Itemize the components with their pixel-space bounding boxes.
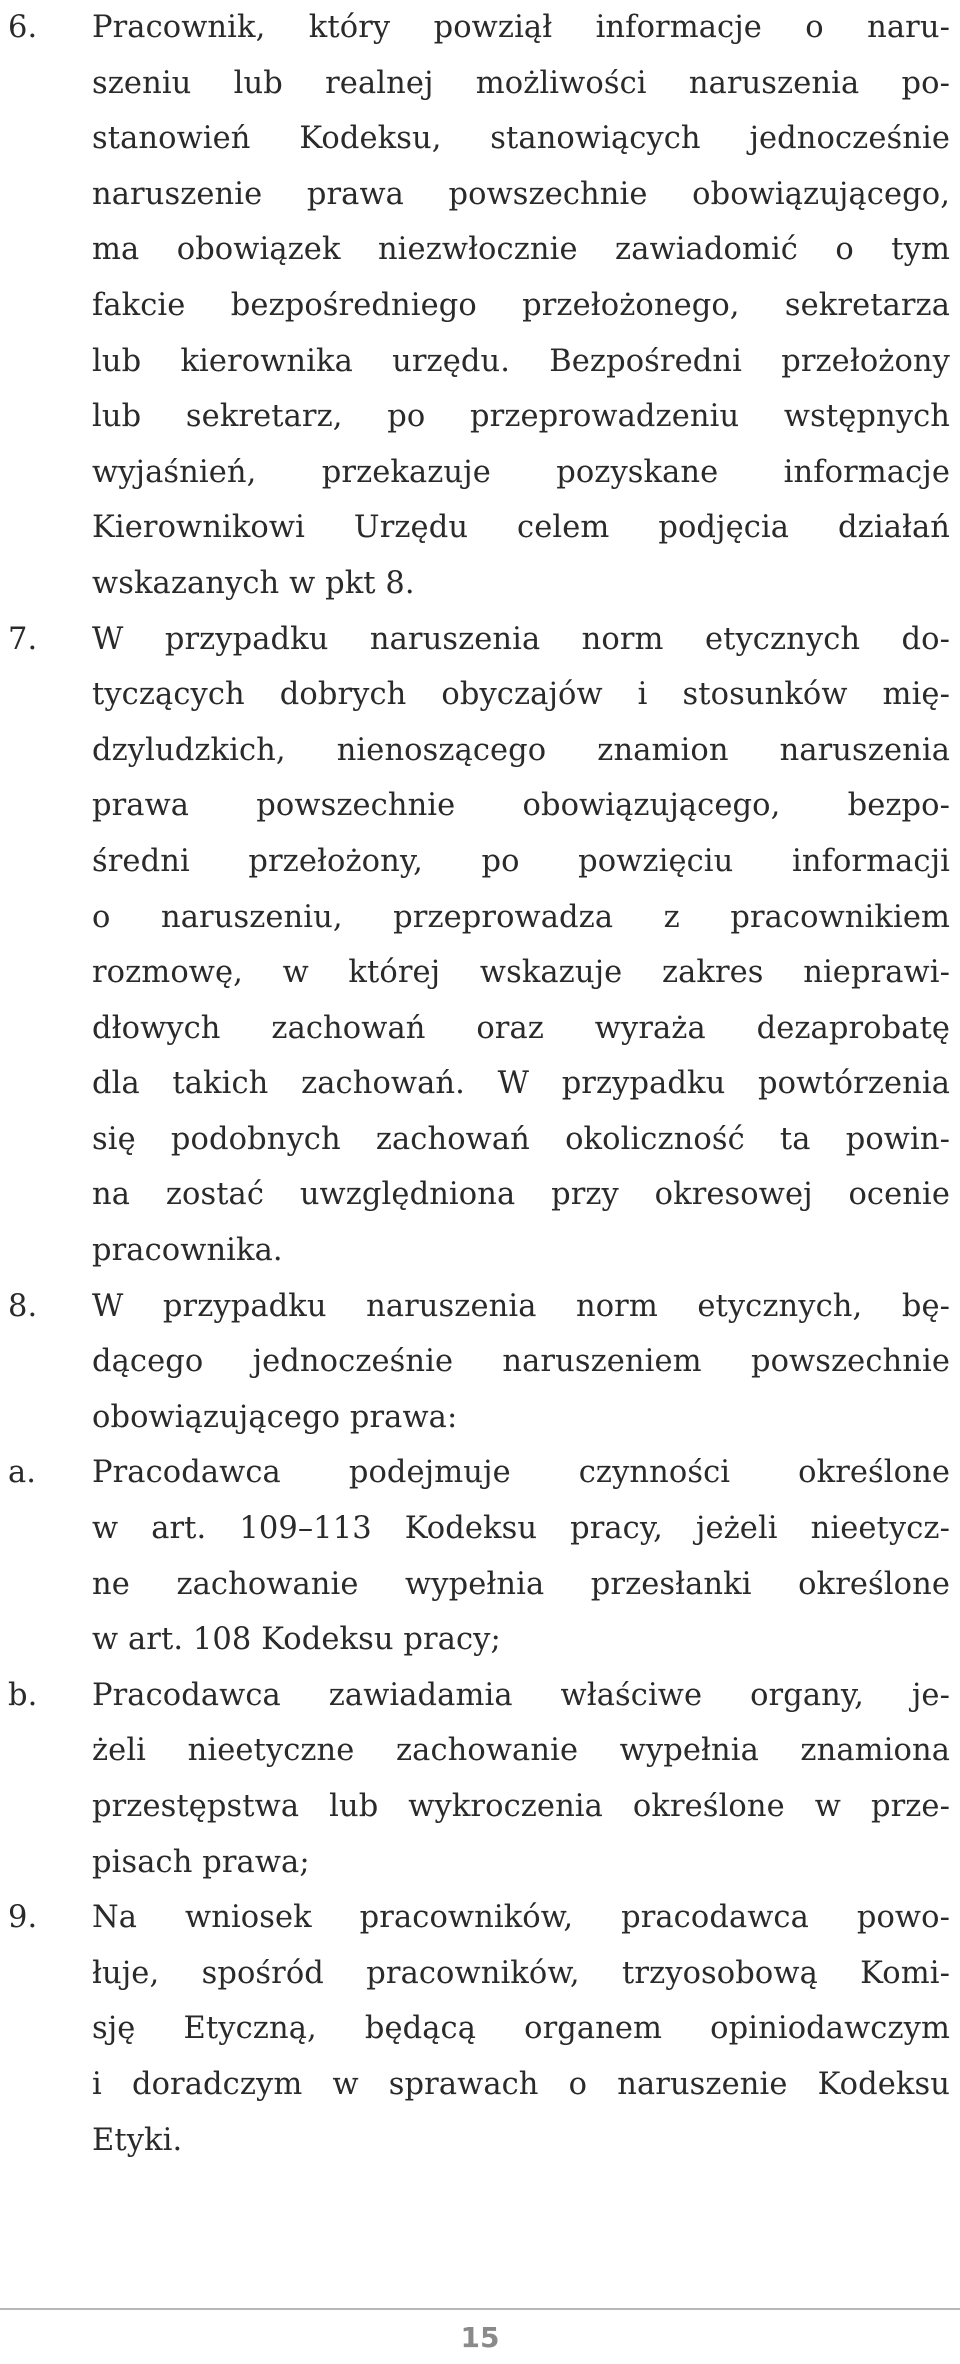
text-line: stanowień Kodeksu, stanowiących jednocześnie	[92, 121, 950, 157]
list-item	[0, 1890, 960, 2168]
text-line: łuje, spośród pracowników, trzyosobową Komi-	[92, 1955, 950, 1991]
text-line: lub sekretarz, po przeprowadzeniu wstępnych	[92, 399, 950, 435]
text-line: W przypadku naruszenia norm etycznych, bę-	[92, 1288, 950, 1324]
list-item-number: 9.	[8, 1900, 38, 1936]
text-line: średni przełożony, po powzięciu informacji	[92, 843, 950, 879]
text-line: o naruszeniu, przeprowadza z pracownikiem	[92, 899, 950, 935]
list-item	[0, 1445, 960, 1667]
list-item-text	[92, 1445, 950, 1667]
list-item-number: 8.	[8, 1288, 38, 1324]
list-item-text	[92, 612, 950, 1279]
text-line: i doradczym w sprawach o naruszenie Kodeksu	[92, 2066, 950, 2102]
list-item-number: b.	[8, 1677, 38, 1713]
text-line: w art. 109–113 Kodeksu pracy, jeżeli nieetycz-	[92, 1511, 950, 1547]
text-line: żeli nieetyczne zachowanie wypełnia znamiona	[92, 1733, 950, 1769]
text-line: się podobnych zachowań okoliczność ta powin-	[92, 1121, 950, 1157]
text-line: naruszenie prawa powszechnie obowiązującego,	[92, 176, 950, 212]
text-line: Pracodawca zawiadamia właściwe organy, je-	[92, 1677, 950, 1713]
text-line: przestępstwa lub wykroczenia określone w prze-	[92, 1789, 950, 1824]
text-line: Pracodawca podejmuje czynności określone	[92, 1455, 950, 1491]
text-line: Pracownik, który powziął informacje o naru-	[92, 10, 950, 45]
list-item	[0, 1279, 960, 1446]
text-line: tyczących dobrych obyczajów i stosunków mię-	[92, 677, 950, 713]
text-line: dłowych zachowań oraz wyraża dezaprobatę	[92, 1010, 950, 1046]
text-line: Kierownikowi Urzędu celem podjęcia działań	[92, 510, 950, 546]
list-item-text	[92, 1890, 950, 2168]
text-line: wyjaśnień, przekazuje pozyskane informacje	[92, 454, 950, 490]
text-line: fakcie bezpośredniego przełożonego, sekretarza	[92, 287, 950, 323]
page-number: 15	[460, 2321, 500, 2354]
text-line: na zostać uwzględniona przy okresowej ocenie	[92, 1177, 950, 1213]
footer-divider	[0, 2308, 960, 2310]
list-item	[0, 1668, 960, 1890]
list-item-text	[92, 0, 950, 612]
list-item-number: a.	[8, 1455, 37, 1491]
list-item-number: 6.	[8, 10, 38, 45]
text-line: ne zachowanie wypełnia przesłanki określone	[92, 1566, 950, 1602]
list-item-number: 7.	[8, 621, 38, 657]
text-line: rozmowę, w której wskazuje zakres nieprawi-	[92, 955, 950, 991]
text-line: szeniu lub realnej możliwości naruszenia po-	[92, 65, 950, 101]
text-line: Etyki.	[92, 2122, 183, 2158]
text-line: lub kierownika urzędu. Bezpośredni przełożony	[92, 343, 950, 379]
text-line: sję Etyczną, będącą organem opiniodawczym	[92, 2011, 950, 2047]
list-item	[0, 612, 960, 1279]
text-line: prawa powszechnie obowiązującego, bezpo-	[92, 788, 950, 824]
text-line: dla takich zachowań. W przypadku powtórzenia	[92, 1066, 950, 1102]
text-line: obowiązującego prawa:	[92, 1399, 458, 1435]
text-line: ma obowiązek niezwłocznie zawiadomić o tym	[92, 232, 950, 268]
text-line: W przypadku naruszenia norm etycznych do-	[92, 621, 950, 657]
text-line: dzyludzkich, nienoszącego znamion naruszenia	[92, 732, 950, 768]
text-line: dącego jednocześnie naruszeniem powszechnie	[92, 1344, 950, 1380]
text-line: pracownika.	[92, 1233, 283, 1269]
text-line: pisach prawa;	[92, 1844, 310, 1880]
list-item	[0, 0, 960, 612]
text-line: Na wniosek pracowników, pracodawca powo-	[92, 1900, 950, 1936]
text-line: w art. 108 Kodeksu pracy;	[92, 1622, 501, 1658]
text-line: wskazanych w pkt 8.	[92, 565, 415, 601]
list-item-text	[92, 1668, 950, 1890]
list-item-text	[92, 1279, 950, 1446]
